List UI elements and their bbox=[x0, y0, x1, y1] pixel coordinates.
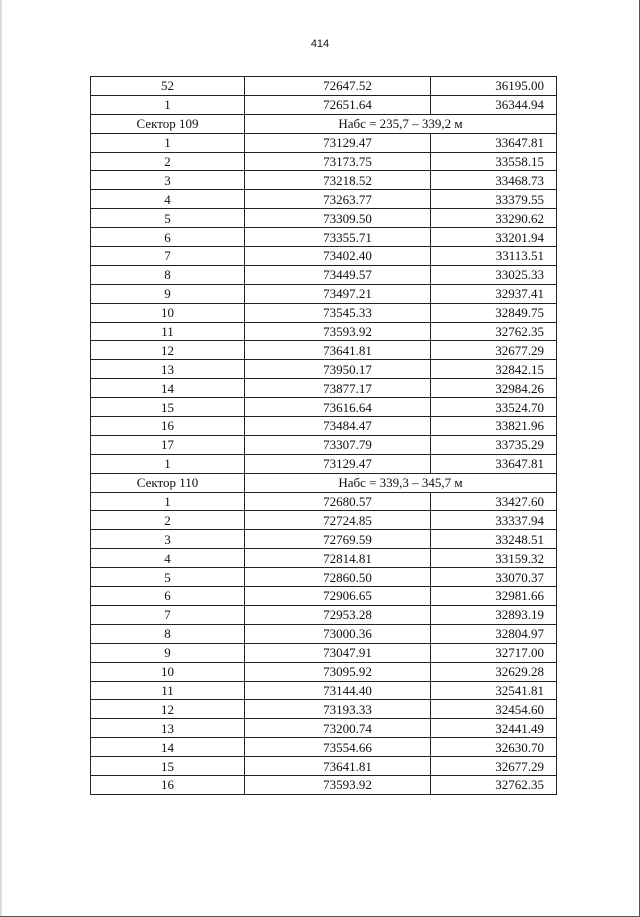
point-number: 12 bbox=[91, 700, 245, 719]
coordinate-y: 33647.81 bbox=[431, 454, 557, 473]
coordinate-x: 72814.81 bbox=[245, 549, 431, 568]
coordinate-x: 73173.75 bbox=[245, 152, 431, 171]
table-row bbox=[91, 303, 557, 322]
point-number: 15 bbox=[91, 398, 245, 417]
table-row bbox=[91, 530, 557, 549]
table-row bbox=[91, 719, 557, 738]
table-row bbox=[91, 95, 557, 114]
sector-header-row bbox=[91, 473, 557, 492]
point-number: 8 bbox=[91, 265, 245, 284]
coordinate-y: 32717.00 bbox=[431, 643, 557, 662]
point-number: 16 bbox=[91, 775, 245, 794]
coordinate-y: 33468.73 bbox=[431, 171, 557, 190]
table-row bbox=[91, 133, 557, 152]
coordinate-x: 73449.57 bbox=[245, 265, 431, 284]
point-number: 9 bbox=[91, 284, 245, 303]
point-number: 1 bbox=[91, 133, 245, 152]
table-row bbox=[91, 757, 557, 776]
coordinate-x: 73593.92 bbox=[245, 322, 431, 341]
point-number: 3 bbox=[91, 530, 245, 549]
coordinate-y: 33524.70 bbox=[431, 398, 557, 417]
coordinate-x: 73193.33 bbox=[245, 700, 431, 719]
point-number: 11 bbox=[91, 681, 245, 700]
scan-left-edge bbox=[0, 0, 2, 917]
coordinate-x: 72906.65 bbox=[245, 587, 431, 606]
coordinate-y: 33070.37 bbox=[431, 568, 557, 587]
coordinate-y: 33025.33 bbox=[431, 265, 557, 284]
point-number: 52 bbox=[91, 77, 245, 96]
table-row bbox=[91, 379, 557, 398]
point-number: 4 bbox=[91, 190, 245, 209]
coordinate-y: 33337.94 bbox=[431, 511, 557, 530]
table-row bbox=[91, 738, 557, 757]
coordinate-x: 73129.47 bbox=[245, 133, 431, 152]
table-row bbox=[91, 228, 557, 247]
table-row bbox=[91, 77, 557, 96]
point-number: 8 bbox=[91, 624, 245, 643]
coordinate-y: 33290.62 bbox=[431, 209, 557, 228]
coordinate-y: 33427.60 bbox=[431, 492, 557, 511]
coordinate-x: 73355.71 bbox=[245, 228, 431, 247]
table-row bbox=[91, 568, 557, 587]
coordinate-x: 73877.17 bbox=[245, 379, 431, 398]
coordinate-y: 32630.70 bbox=[431, 738, 557, 757]
coordinate-y: 32677.29 bbox=[431, 341, 557, 360]
coordinates-table bbox=[90, 76, 557, 795]
point-number: 14 bbox=[91, 379, 245, 398]
point-number: 5 bbox=[91, 209, 245, 228]
point-number: 9 bbox=[91, 643, 245, 662]
point-number: 7 bbox=[91, 247, 245, 266]
coordinate-y: 32677.29 bbox=[431, 757, 557, 776]
point-number: 17 bbox=[91, 435, 245, 454]
coordinate-x: 72651.64 bbox=[245, 95, 431, 114]
coordinate-x: 73129.47 bbox=[245, 454, 431, 473]
coordinate-x: 73000.36 bbox=[245, 624, 431, 643]
table-row bbox=[91, 152, 557, 171]
coordinate-x: 73484.47 bbox=[245, 417, 431, 436]
coordinate-x: 72647.52 bbox=[245, 77, 431, 96]
coordinate-x: 73144.40 bbox=[245, 681, 431, 700]
table-row bbox=[91, 775, 557, 794]
table-row bbox=[91, 681, 557, 700]
point-number: 1 bbox=[91, 95, 245, 114]
table-row bbox=[91, 435, 557, 454]
coordinate-x: 72769.59 bbox=[245, 530, 431, 549]
point-number: 2 bbox=[91, 511, 245, 530]
coordinate-y: 33201.94 bbox=[431, 228, 557, 247]
coordinate-x: 73307.79 bbox=[245, 435, 431, 454]
point-number: 1 bbox=[91, 492, 245, 511]
coordinate-x: 73402.40 bbox=[245, 247, 431, 266]
coordinate-x: 73497.21 bbox=[245, 284, 431, 303]
table-row bbox=[91, 360, 557, 379]
table-row bbox=[91, 605, 557, 624]
coordinate-y: 32804.97 bbox=[431, 624, 557, 643]
point-number: 13 bbox=[91, 719, 245, 738]
coordinate-y: 33113.51 bbox=[431, 247, 557, 266]
coordinate-y: 32893.19 bbox=[431, 605, 557, 624]
coordinate-y: 32454.60 bbox=[431, 700, 557, 719]
coordinate-y: 32937.41 bbox=[431, 284, 557, 303]
table-row bbox=[91, 492, 557, 511]
point-number: 7 bbox=[91, 605, 245, 624]
coordinate-y: 33647.81 bbox=[431, 133, 557, 152]
table-row bbox=[91, 454, 557, 473]
coordinate-y: 32984.26 bbox=[431, 379, 557, 398]
coordinate-y: 32629.28 bbox=[431, 662, 557, 681]
coordinate-x: 73641.81 bbox=[245, 757, 431, 776]
sector-height-range: Набс = 339,3 – 345,7 м bbox=[245, 473, 557, 492]
table-row bbox=[91, 511, 557, 530]
point-number: 10 bbox=[91, 303, 245, 322]
table-row bbox=[91, 209, 557, 228]
coordinate-x: 73554.66 bbox=[245, 738, 431, 757]
table-row bbox=[91, 643, 557, 662]
coordinate-x: 73616.64 bbox=[245, 398, 431, 417]
table-row bbox=[91, 398, 557, 417]
coordinate-x: 73047.91 bbox=[245, 643, 431, 662]
coordinate-x: 73641.81 bbox=[245, 341, 431, 360]
table-row bbox=[91, 284, 557, 303]
coordinates-table-body bbox=[91, 77, 557, 795]
coordinate-y: 33735.29 bbox=[431, 435, 557, 454]
point-number: 5 bbox=[91, 568, 245, 587]
coordinate-y: 33159.32 bbox=[431, 549, 557, 568]
table-row bbox=[91, 587, 557, 606]
coordinate-y: 33248.51 bbox=[431, 530, 557, 549]
table-row bbox=[91, 190, 557, 209]
coordinate-x: 73309.50 bbox=[245, 209, 431, 228]
sector-name: Сектор 110 bbox=[91, 473, 245, 492]
table-row bbox=[91, 700, 557, 719]
table-row bbox=[91, 265, 557, 284]
table-row bbox=[91, 417, 557, 436]
point-number: 6 bbox=[91, 228, 245, 247]
coordinate-y: 33821.96 bbox=[431, 417, 557, 436]
point-number: 10 bbox=[91, 662, 245, 681]
point-number: 12 bbox=[91, 341, 245, 360]
coordinate-x: 73095.92 bbox=[245, 662, 431, 681]
coordinate-x: 72724.85 bbox=[245, 511, 431, 530]
coordinate-x: 72953.28 bbox=[245, 605, 431, 624]
coordinate-x: 73218.52 bbox=[245, 171, 431, 190]
point-number: 3 bbox=[91, 171, 245, 190]
table-row bbox=[91, 171, 557, 190]
coordinate-y: 36195.00 bbox=[431, 77, 557, 96]
page-number: 414 bbox=[310, 38, 330, 50]
coordinate-y: 32849.75 bbox=[431, 303, 557, 322]
table-row bbox=[91, 662, 557, 681]
coordinate-x: 73593.92 bbox=[245, 775, 431, 794]
point-number: 6 bbox=[91, 587, 245, 606]
coordinate-x: 73263.77 bbox=[245, 190, 431, 209]
coordinate-y: 32762.35 bbox=[431, 775, 557, 794]
coordinate-x: 73950.17 bbox=[245, 360, 431, 379]
point-number: 13 bbox=[91, 360, 245, 379]
coordinate-x: 72860.50 bbox=[245, 568, 431, 587]
sector-height-range: Набс = 235,7 – 339,2 м bbox=[245, 114, 557, 133]
table-row bbox=[91, 624, 557, 643]
table-row bbox=[91, 549, 557, 568]
table-row bbox=[91, 247, 557, 266]
table-row bbox=[91, 341, 557, 360]
table-row bbox=[91, 322, 557, 341]
coordinate-y: 33558.15 bbox=[431, 152, 557, 171]
point-number: 4 bbox=[91, 549, 245, 568]
coordinate-y: 32842.15 bbox=[431, 360, 557, 379]
coordinate-y: 32541.81 bbox=[431, 681, 557, 700]
coordinate-x: 73545.33 bbox=[245, 303, 431, 322]
point-number: 16 bbox=[91, 417, 245, 436]
point-number: 11 bbox=[91, 322, 245, 341]
sector-header-row bbox=[91, 114, 557, 133]
point-number: 2 bbox=[91, 152, 245, 171]
sector-name: Сектор 109 bbox=[91, 114, 245, 133]
coordinate-y: 32441.49 bbox=[431, 719, 557, 738]
coordinate-y: 32762.35 bbox=[431, 322, 557, 341]
coordinate-y: 36344.94 bbox=[431, 95, 557, 114]
coordinate-y: 32981.66 bbox=[431, 587, 557, 606]
point-number: 15 bbox=[91, 757, 245, 776]
coordinate-x: 73200.74 bbox=[245, 719, 431, 738]
point-number: 14 bbox=[91, 738, 245, 757]
coordinate-x: 72680.57 bbox=[245, 492, 431, 511]
point-number: 1 bbox=[91, 454, 245, 473]
coordinate-y: 33379.55 bbox=[431, 190, 557, 209]
